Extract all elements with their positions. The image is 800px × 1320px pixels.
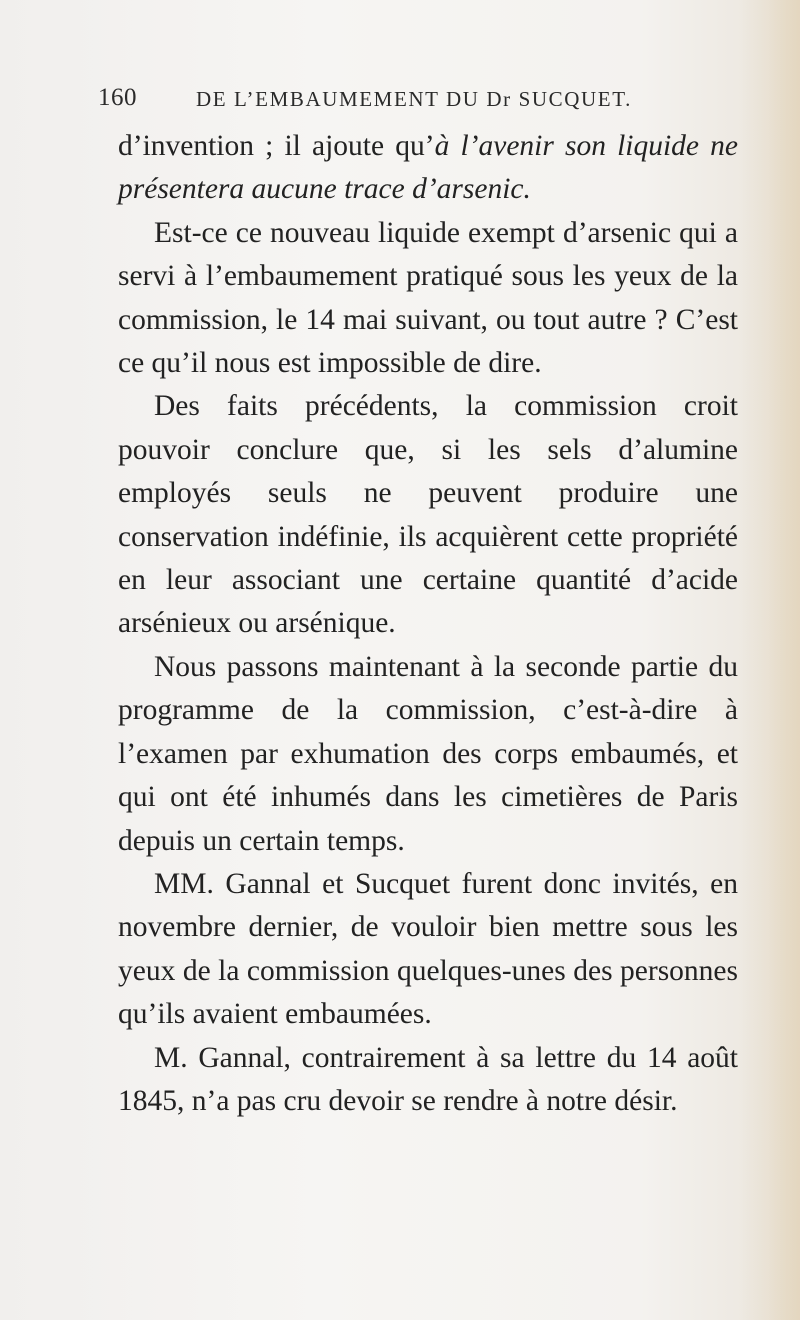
paragraph-6: M. Gannal, contrairement à sa lettre du 14 août 1845, n’a pas cru devoir se rendre à notre désir. [118, 1041, 738, 1117]
running-title: DE L’EMBAUMEMENT DU Dr SUCQUET. [196, 87, 632, 111]
paragraph-4: Nous passons maintenant à la seconde partie du programme de la commission, c’est-à-dire à l’examen par exhumation des corps embaumés, et qui ont été inhumés dans les cimetières de Paris depuis un certain temps. [118, 650, 738, 857]
body-text [118, 125, 738, 1123]
page-number: 160 [98, 84, 137, 111]
paragraph-1-quote: à l’avenir son liquide ne présentera aucune trace d’arsenic. [118, 130, 739, 206]
paragraph-2: Est-ce ce nouveau liquide exempt d’arsenic qui a servi à l’embaumement pratiqué sous les yeux de la commission, le 14 mai suivant, ou tout autre ? C’est ce qu’il nous est impossible de dire. [118, 216, 738, 380]
paragraph-1 [118, 125, 738, 212]
paragraph-5: MM. Gannal et Sucquet furent donc invités, en novembre dernier, de vouloir bien mettre sous les yeux de la commission quelques-unes des personnes qu’ils avaient embaumées. [118, 867, 738, 1031]
running-head [98, 84, 698, 124]
paragraph-3: Des faits précédents, la commission croit pouvoir conclure que, si les sels d’alumine employés seuls ne peuvent produire une conservation indéfinie, ils acquièrent cette propriété en leur associant une certaine quantité d’acide arsénieux ou arsénique. [118, 390, 738, 640]
paragraph-1-lead: d’invention ; il ajoute qu’ [118, 130, 435, 162]
